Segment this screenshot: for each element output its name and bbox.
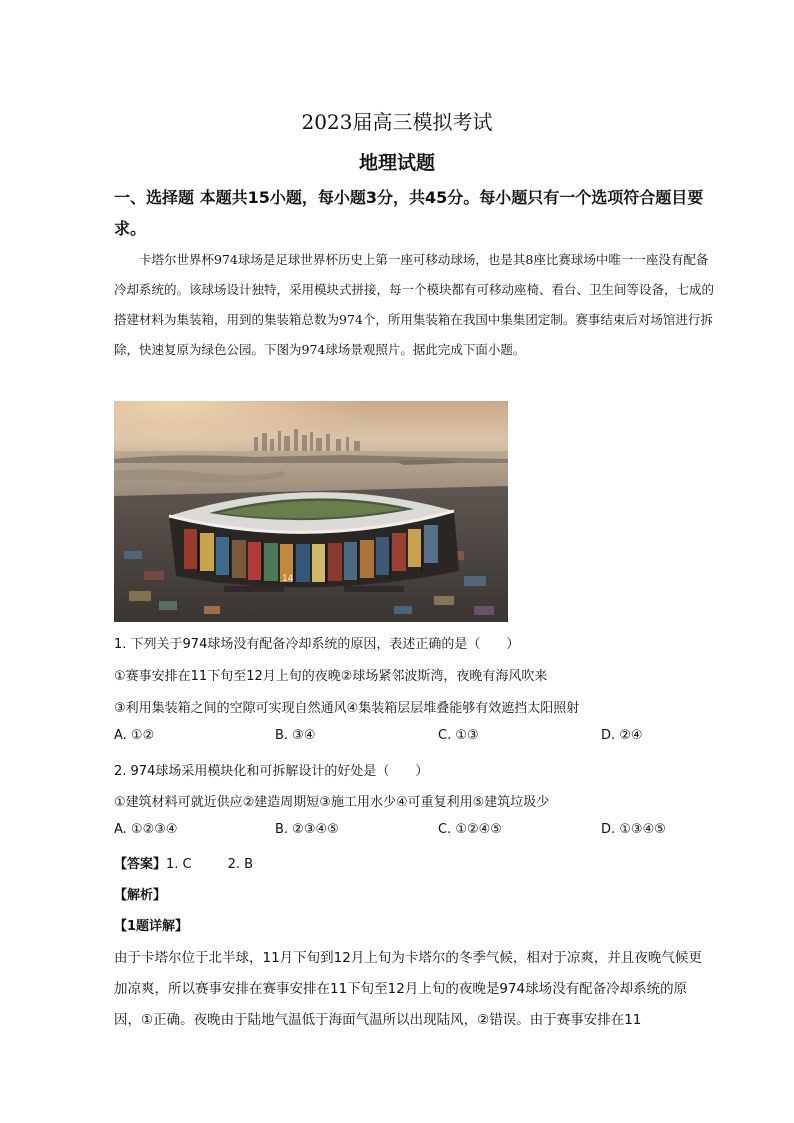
intro-text: 卡塔尔世界杯974球场是足球世界杯历史上第一座可移动球场，也是其8座比赛球场中唯一一座没有配备冷却系统的。该球场设计独特，采用模块式拼接，每一个模块都有可移动座椅、看台、卫生间等设备，七成的搭建材料为集装箱，用到的集装箱总数为974个，所用集装箱在我国中集集团定制。赛事结束后对场馆进行拆除，快速复原为绿色公园。下图为974球场景观照片。据此完成下面小题。 xyxy=(114,252,715,357)
option-d: D. ②④ xyxy=(601,728,643,743)
question-2-statement: ①建筑材料可就近供应②建造周期短③施工用水少④可重复利用⑤建筑垃圾少 xyxy=(114,795,550,810)
exam-title: 2023届高三模拟考试 xyxy=(301,110,493,134)
answer-line xyxy=(114,853,714,872)
question-1-options xyxy=(114,728,714,748)
exam-subtitle: 地理试题 xyxy=(358,152,435,174)
question-1-stem: 1. 下列关于974球场没有配备冷却系统的原因，表述正确的是（ ） xyxy=(114,637,520,652)
material-intro xyxy=(114,245,714,365)
question-1-statement: ①赛事安排在11下旬至12月上旬的夜晚②球场紧邻波斯湾，夜晚有海风吹来 xyxy=(114,669,548,684)
question-1-statement: ③利用集装箱之间的空隙可实现自然通风④集装箱层层堆叠能够有效遮挡太阳照射 xyxy=(114,701,580,716)
analysis-text xyxy=(114,943,704,1036)
option-c: C. ①③ xyxy=(438,728,479,743)
answer-label: 【答案】 xyxy=(114,857,167,872)
answer-item: 1. C xyxy=(166,857,192,872)
answer-item: 2. B xyxy=(227,857,254,872)
section-heading: 一、选择题 本题共15小题，每小题3分，共45分。每小题只有一个选项符合题目要求。 xyxy=(114,188,704,238)
option-c: C. ①②④⑤ xyxy=(438,822,502,837)
analysis-sub-label: 【1题详解】 xyxy=(114,919,189,934)
question-2-stem: 2. 974球场采用模块化和可拆解设计的好处是（ ） xyxy=(114,764,429,779)
option-d: D. ①③④⑤ xyxy=(601,822,666,837)
question-2-options xyxy=(114,822,714,842)
container-number-label: 14 xyxy=(282,574,294,584)
stadium-photo xyxy=(114,401,508,622)
option-b: B. ③④ xyxy=(275,728,316,743)
analysis-paragraph: 由于卡塔尔位于北半球，11月下旬到12月上旬为卡塔尔的冬季气候，相对于凉爽，并且夜晚气候更加凉爽，所以赛事安排在赛事安排在11下旬至12月上旬的夜晚是974球场没有配备冷却系统的原因，①正确。夜晚由于陆地气温低于海面气温所以出现陆风，②错误。由于赛事安排在11 xyxy=(114,950,702,1028)
option-b: B. ②③④⑤ xyxy=(275,822,339,837)
option-a: A. ①②③④ xyxy=(114,822,178,837)
analysis-label: 【解析】 xyxy=(114,888,167,903)
option-a: A. ①② xyxy=(114,728,155,743)
